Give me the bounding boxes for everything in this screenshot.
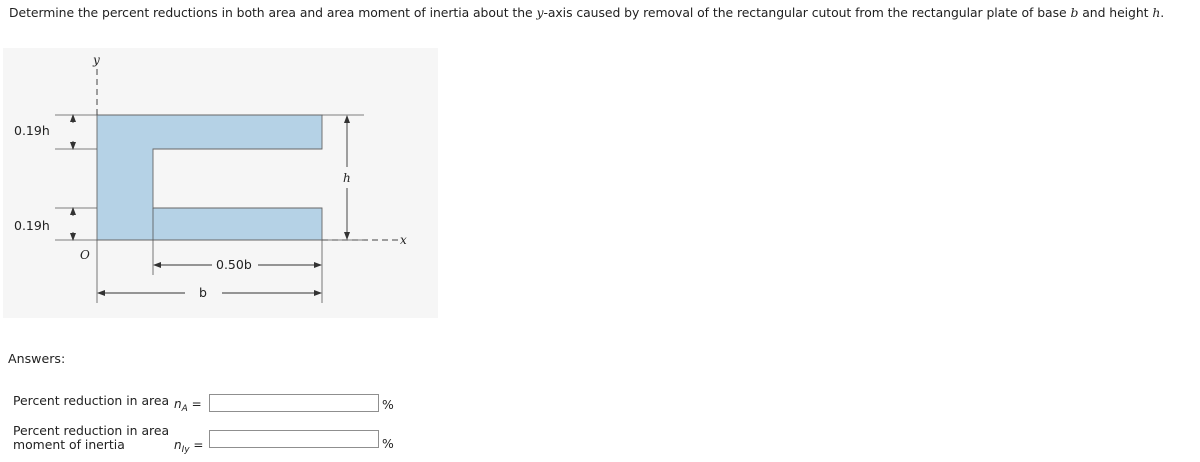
- area-reduction-label: Percent reduction in area: [13, 393, 170, 408]
- x-axis-label: x: [400, 233, 407, 247]
- plate-diagram: [0, 45, 440, 320]
- plate-figure: [0, 45, 440, 320]
- inertia-reduction-symbol: $n_{Iy}$ =: [174, 438, 204, 455]
- base-label: b: [199, 285, 207, 300]
- h-dim-label: h: [343, 171, 351, 185]
- figure-background: [3, 48, 438, 318]
- area-reduction-unit: %: [382, 397, 394, 412]
- bottom-dim-label: 0.19h: [14, 218, 50, 233]
- origin-label: O: [80, 248, 90, 262]
- top-dim-label: 0.19h: [14, 123, 50, 138]
- y-axis-symbol: y: [536, 5, 544, 20]
- cutout-width-label: 0.50b: [216, 257, 252, 272]
- base-symbol: b: [1070, 5, 1079, 20]
- area-reduction-symbol: $n_A$ =: [174, 397, 202, 414]
- answers-heading: Answers:: [8, 351, 66, 366]
- y-axis-label: y: [93, 53, 100, 67]
- question-text: Determine the percent reductions in both area and area moment of inertia about the y-axis caused by removal of the rectangular cutout from the rectangular plate of base b and height h.: [9, 5, 1165, 20]
- inertia-reduction-label: Percent reduction in area moment of inertia: [13, 423, 170, 452]
- height-symbol: h: [1152, 5, 1161, 20]
- inertia-reduction-unit: %: [382, 436, 394, 451]
- area-reduction-input[interactable]: [209, 394, 379, 412]
- inertia-reduction-input[interactable]: [209, 430, 379, 448]
